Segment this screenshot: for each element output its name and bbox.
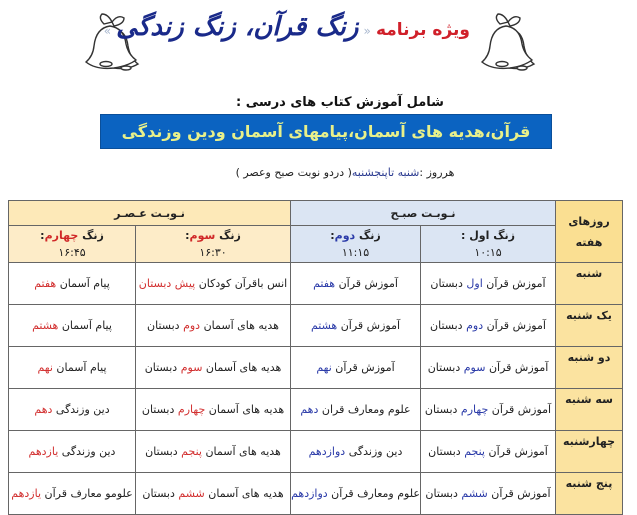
bell-icon <box>478 12 548 82</box>
day-column-header <box>556 201 623 263</box>
page-title <box>103 12 470 62</box>
morning-shift-header: نـوبـت صبـح <box>291 201 556 226</box>
table-row <box>9 431 623 473</box>
schedule-cell: آموزش قرآن نهم <box>291 347 421 389</box>
schedule-cell: هدیه های آسمان دوم دبستان <box>136 305 291 347</box>
schedule-cell: آموزش قرآن دوم دبستان <box>421 305 556 347</box>
table-row <box>9 263 623 305</box>
day-cell: پنج شنبه <box>556 473 623 515</box>
quote-open: « <box>363 24 371 38</box>
table-row <box>9 473 623 515</box>
schedule-cell: آموزش قرآن هشتم <box>291 305 421 347</box>
evening-shift-header: نـوبـت عـصـر <box>9 201 291 226</box>
day-header-line1: روزهای <box>568 214 610 228</box>
schedule-cell: آموزش قرآن هفتم <box>291 263 421 305</box>
schedule-cell: پیام آسمان هفتم <box>9 263 136 305</box>
subtitle: شامل آموزش کتاب های درسی : <box>236 95 444 110</box>
schedule-cell: دین وزندگی دهم <box>9 389 136 431</box>
schedule-cell: هدیه های آسمان سوم دبستان <box>136 347 291 389</box>
bell-3-time: ۱۶:۳۰ <box>199 246 227 259</box>
table-row <box>9 389 623 431</box>
day-header-line2: هفته <box>575 235 603 249</box>
schedule-cell: علوم ومعارف قرآن دوازدهم <box>291 473 421 515</box>
table-row <box>9 347 623 389</box>
schedule-cell: آموزش قرآن پنجم دبستان <box>421 431 556 473</box>
note-prefix: هرروز : <box>419 166 455 179</box>
schedule-cell: هدیه های آسمان چهارم دبستان <box>136 389 291 431</box>
bell-1-header: زنگ اول : ۱۰:۱۵ <box>421 226 556 263</box>
schedule-cell: آموزش قرآن چهارم دبستان <box>421 389 556 431</box>
bell-2-header: زنگ دوم: ۱۱:۱۵ <box>291 226 421 263</box>
schedule-table <box>8 200 623 515</box>
day-cell: چهارشنبه <box>556 431 623 473</box>
title-main: زنگ قرآن، زنگ زندگی <box>116 12 359 42</box>
schedule-cell: دین وزندگی دوازدهم <box>291 431 421 473</box>
table-row <box>9 305 623 347</box>
schedule-cell: علوم ومعارف قران دهم <box>291 389 421 431</box>
schedule-cell: دین وزندگی یازدهم <box>9 431 136 473</box>
day-cell: دو شنبه <box>556 347 623 389</box>
schedule-cell: پیام آسمان هشتم <box>9 305 136 347</box>
title-prefix: ویژه برنامه <box>375 20 470 40</box>
schedule-cell: آموزش قرآن سوم دبستان <box>421 347 556 389</box>
bell-1-time: ۱۰:۱۵ <box>474 246 502 259</box>
schedule-cell: هدیه های آسمان پنجم دبستان <box>136 431 291 473</box>
quote-close: » <box>103 24 112 38</box>
schedule-cell: هدیه های آسمان ششم دبستان <box>136 473 291 515</box>
note-suffix: ( دردو نوبت صبح وعصر ) <box>235 166 352 179</box>
schedule-cell: آموزش قرآن اول دبستان <box>421 263 556 305</box>
note-highlight: شنبه تاپنجشنبه <box>351 166 420 179</box>
bell-4-time: ۱۶:۴۵ <box>58 246 86 259</box>
day-cell: شنبه <box>556 263 623 305</box>
schedule-cell: آموزش قرآن ششم دبستان <box>421 473 556 515</box>
schedule-note <box>200 166 490 179</box>
day-cell: یک شنبه <box>556 305 623 347</box>
schedule-cell: انس باقرآن کودکان پیش دبستان <box>136 263 291 305</box>
day-cell: سه شنبه <box>556 389 623 431</box>
bell-2-time: ۱۱:۱۵ <box>341 246 370 259</box>
bell-3-header: زنگ سوم: ۱۶:۳۰ <box>136 226 291 263</box>
schedule-cell: علومو معارف قرآن یازدهم <box>9 473 136 515</box>
subjects-banner: قرآن،هدیه های آسمان،پیامهای آسمان ودین وزندگی <box>100 114 552 149</box>
bell-4-header: زنگ چهارم: ۱۶:۴۵ <box>9 226 136 263</box>
schedule-cell: پیام آسمان نهم <box>9 347 136 389</box>
